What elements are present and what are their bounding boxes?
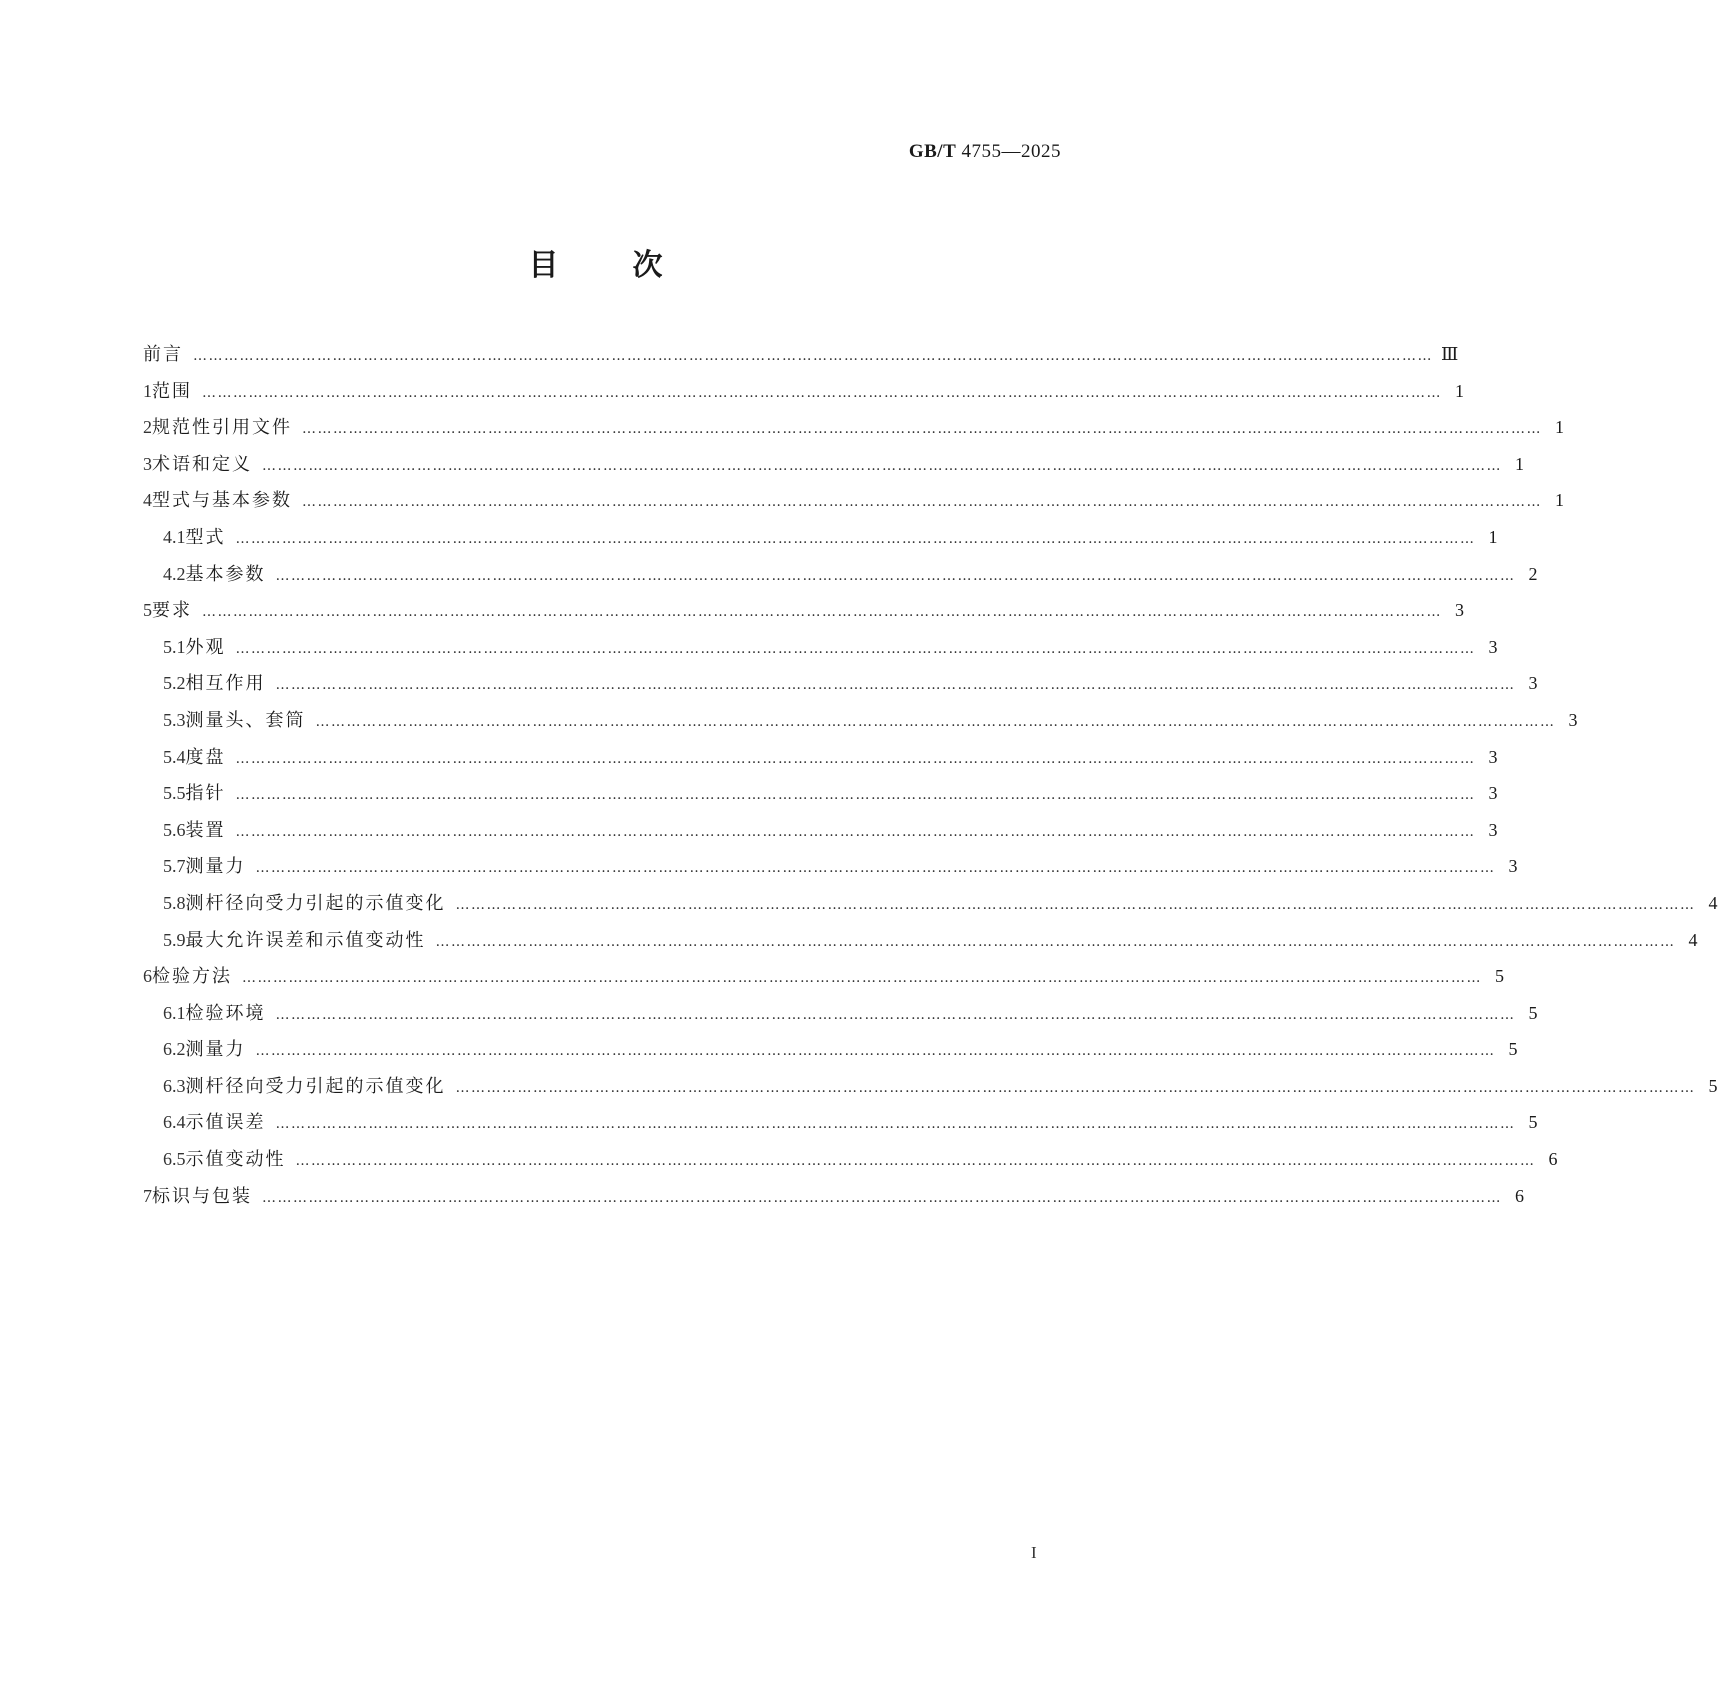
toc-dot-leader: …………………………………………………………………………………………………………………………………………………………………………………………………………………… [315, 713, 1556, 730]
toc-entry-page: 5 [1528, 1112, 1538, 1133]
toc-entry-page: 1 [1555, 417, 1564, 438]
toc-entry-label: 要求 [152, 600, 192, 622]
toc-dot-leader: …………………………………………………………………………………………………………………………………………………………………………………………………………………… [235, 750, 1476, 767]
toc-entry-page: 1 [1488, 526, 1498, 547]
toc-entry-label: 测杆径向受力引起的示值变化 [185, 1075, 446, 1097]
toc-entry-number: 6.3 [163, 1075, 186, 1096]
toc-entry[interactable] [143, 779, 1498, 816]
standard-code: 4755—2025 [961, 141, 1061, 162]
toc-dot-leader: …………………………………………………………………………………………………………………………………………………………………………………………………………………… [275, 1006, 1516, 1023]
toc-entry[interactable] [143, 1072, 1718, 1109]
toc-entry-page: 4 [1688, 929, 1698, 950]
toc-entry-number: 4.1 [163, 526, 186, 547]
table-of-contents [143, 340, 1718, 1218]
toc-entry[interactable] [143, 889, 1718, 926]
toc-entry-label: 规范性引用文件 [152, 417, 292, 439]
title-char-2: 次 [632, 248, 663, 283]
toc-entry-number: 5 [143, 600, 152, 621]
toc-dot-leader: …………………………………………………………………………………………………………………………………………………………………………………………………………………… [455, 1079, 1696, 1096]
toc-entry-page: 3 [1488, 636, 1498, 657]
toc-entry-label: 基本参数 [185, 563, 266, 585]
toc-entry[interactable] [143, 413, 1564, 450]
toc-dot-leader: …………………………………………………………………………………………………………………………………………………………………………………………………………………… [235, 530, 1476, 547]
toc-entry-page: 5 [1528, 1002, 1538, 1023]
toc-entry[interactable] [143, 816, 1498, 853]
toc-entry-page: 6 [1548, 1149, 1558, 1170]
toc-dot-leader: …………………………………………………………………………………………………………………………………………………………………………………………………………………… [255, 860, 1496, 877]
toc-entry-number: 6.1 [163, 1002, 186, 1023]
toc-entry-number: 1 [143, 380, 152, 401]
toc-entry-number: 5.2 [163, 673, 186, 694]
toc-entry-label: 术语和定义 [152, 453, 252, 475]
toc-entry-page: 3 [1508, 856, 1518, 877]
toc-entry-number: 4.2 [163, 563, 186, 584]
toc-entry-label: 度盘 [185, 746, 226, 768]
toc-entry-number: 5.4 [163, 746, 186, 767]
toc-entry-page: 6 [1515, 1185, 1524, 1206]
toc-entry-label: 示值变动性 [185, 1149, 286, 1171]
toc-dot-leader: …………………………………………………………………………………………………………………………………………………………………………………………………………………… [262, 1189, 1502, 1206]
toc-entry[interactable] [143, 377, 1464, 414]
toc-entry[interactable] [143, 486, 1564, 523]
toc-dot-leader: …………………………………………………………………………………………………………………………………………………………………………………………………………………… [275, 1116, 1516, 1133]
toc-dot-leader: …………………………………………………………………………………………………………………………………………………………………………………………………………………… [235, 787, 1476, 804]
toc-entry[interactable] [143, 633, 1498, 670]
toc-dot-leader: …………………………………………………………………………………………………………………………………………………………………………………………………………………… [295, 1153, 1536, 1170]
toc-entry[interactable] [143, 999, 1538, 1036]
toc-entry-page: 5 [1495, 966, 1504, 987]
toc-entry-label: 指针 [185, 783, 226, 805]
toc-dot-leader: …………………………………………………………………………………………………………………………………………………………………………………………………………………… [202, 604, 1442, 621]
toc-dot-leader: …………………………………………………………………………………………………………………………………………………………………………………………………………………… [235, 823, 1476, 840]
toc-entry-label: 装置 [185, 819, 226, 841]
toc-entry-number: 5.9 [163, 929, 186, 950]
toc-entry-label: 前言 [143, 344, 183, 365]
toc-dot-leader: …………………………………………………………………………………………………………………………………………………………………………………………………………………… [275, 677, 1516, 694]
toc-entry-page: 5 [1708, 1075, 1718, 1096]
toc-entry-label: 示值误差 [185, 1112, 266, 1134]
toc-entry[interactable] [143, 596, 1464, 633]
toc-entry-label: 测杆径向受力引起的示值变化 [185, 892, 446, 914]
toc-entry-page: 3 [1528, 673, 1538, 694]
toc-entry[interactable] [143, 852, 1518, 889]
toc-entry[interactable] [143, 1145, 1558, 1182]
toc-entry-page: 1 [1555, 490, 1564, 511]
toc-entry-label: 外观 [185, 636, 226, 658]
toc-entry-page: 1 [1455, 380, 1464, 401]
toc-entry-number: 7 [143, 1185, 152, 1206]
toc-entry-label: 标识与包装 [152, 1185, 252, 1207]
toc-entry-number: 5.7 [163, 856, 186, 877]
toc-entry[interactable] [143, 743, 1498, 780]
toc-entry-number: 2 [143, 417, 152, 438]
toc-entry-number: 3 [143, 453, 152, 474]
toc-dot-leader: …………………………………………………………………………………………………………………………………………………………………………………………………………………… [242, 970, 1482, 987]
toc-entry-page: 2 [1528, 563, 1538, 584]
toc-dot-leader: …………………………………………………………………………………………………………………………………………………………………………………………………………………… [302, 421, 1542, 438]
toc-entry-page: Ⅲ [1441, 344, 1459, 364]
toc-entry-label: 相互作用 [185, 673, 266, 695]
toc-entry[interactable] [143, 340, 1459, 377]
toc-dot-leader: …………………………………………………………………………………………………………………………………………………………………………………………………………………… [455, 896, 1696, 913]
toc-entry-number: 6 [143, 966, 152, 987]
toc-entry[interactable] [143, 706, 1578, 743]
toc-entry-page: 3 [1568, 709, 1578, 730]
toc-entry-page: 3 [1488, 783, 1498, 804]
toc-dot-leader: …………………………………………………………………………………………………………………………………………………………………………………………………………………… [255, 1043, 1496, 1060]
toc-entry-label: 测量力 [185, 1039, 246, 1061]
standard-prefix: GB/T [908, 141, 957, 162]
toc-entry-number: 4 [143, 490, 152, 511]
toc-entry-number: 5.3 [163, 709, 186, 730]
toc-dot-leader: …………………………………………………………………………………………………………………………………………………………………………………………………………………… [435, 933, 1676, 950]
toc-entry-number: 6.4 [163, 1112, 186, 1133]
toc-entry-page: 1 [1515, 453, 1524, 474]
toc-entry-page: 3 [1488, 746, 1498, 767]
toc-dot-leader: …………………………………………………………………………………………………………………………………………………………………………………………………………………… [262, 457, 1502, 474]
toc-entry-label: 检验方法 [152, 966, 232, 988]
toc-entry-number: 6.2 [163, 1039, 186, 1060]
toc-entry-label: 测量力 [185, 856, 246, 878]
toc-entry-number: 6.5 [163, 1149, 186, 1170]
toc-entry-page: 5 [1508, 1039, 1518, 1060]
toc-entry[interactable] [143, 560, 1538, 597]
standard-number [909, 141, 1061, 163]
toc-entry[interactable] [143, 962, 1504, 999]
toc-entry[interactable] [143, 523, 1498, 560]
toc-entry-label: 测量头、套筒 [185, 709, 306, 731]
toc-entry[interactable] [143, 926, 1698, 963]
toc-dot-leader: …………………………………………………………………………………………………………………………………………………………………………………………………………………… [275, 567, 1516, 584]
page-number: I [1031, 1543, 1037, 1562]
toc-dot-leader: …………………………………………………………………………………………………………………………………………………………………………………………………………………… [202, 384, 1442, 401]
toc-entry-label: 型式 [185, 526, 226, 548]
toc-entry-page: 3 [1455, 600, 1464, 621]
toc-entry-page: 4 [1708, 892, 1718, 913]
page-title [0, 240, 1191, 284]
toc-dot-leader: …………………………………………………………………………………………………………………………………………………………………………………………………………………… [193, 348, 1433, 364]
toc-entry[interactable] [143, 450, 1524, 487]
toc-entry-label: 型式与基本参数 [152, 490, 292, 512]
toc-entry-page: 3 [1488, 819, 1498, 840]
toc-entry[interactable] [143, 1182, 1524, 1219]
toc-entry-label: 检验环境 [185, 1002, 266, 1024]
toc-entry-number: 5.1 [163, 636, 186, 657]
toc-entry-number: 5.5 [163, 783, 186, 804]
toc-entry-label: 范围 [152, 380, 192, 402]
toc-dot-leader: …………………………………………………………………………………………………………………………………………………………………………………………………………………… [302, 494, 1542, 511]
title-char-1: 目 [528, 248, 559, 283]
toc-entry[interactable] [143, 669, 1538, 706]
toc-dot-leader: …………………………………………………………………………………………………………………………………………………………………………………………………………………… [235, 640, 1476, 657]
toc-entry[interactable] [143, 1035, 1518, 1072]
toc-entry-number: 5.8 [163, 892, 186, 913]
toc-entry[interactable] [143, 1108, 1538, 1145]
toc-entry-number: 5.6 [163, 819, 186, 840]
toc-entry-label: 最大允许误差和示值变动性 [185, 929, 426, 951]
